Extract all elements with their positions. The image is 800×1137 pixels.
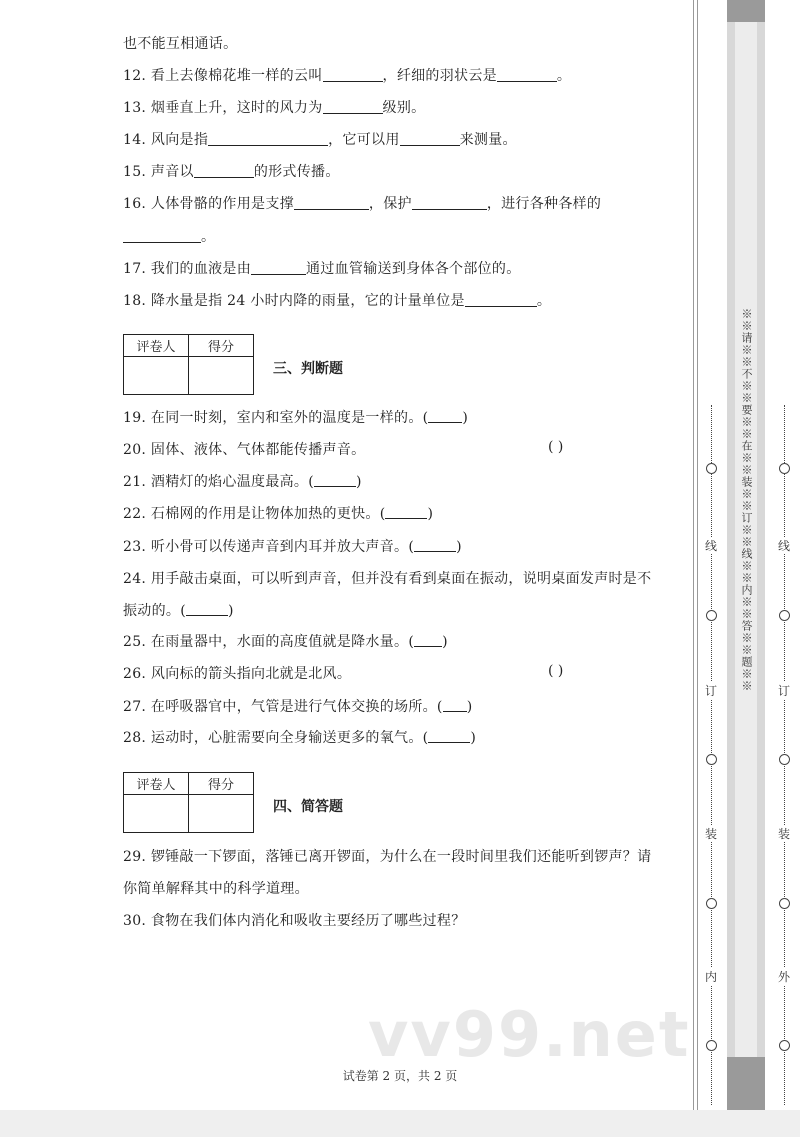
answer-blank[interactable]	[186, 603, 228, 616]
question-line-q29	[123, 846, 651, 866]
outer-circle	[779, 754, 790, 765]
inner-char-nei: 内	[705, 970, 718, 984]
question-line-q27	[123, 696, 472, 716]
outer-circle	[779, 898, 790, 909]
question-line-q28	[123, 727, 476, 747]
inner-circle	[706, 1040, 717, 1051]
question-text: 14. 风向是指	[123, 132, 209, 148]
inner-char-ding: 订	[705, 684, 718, 698]
fill-blank[interactable]	[251, 260, 306, 275]
question-text: 16. 人体骨骼的作用是支撑	[123, 196, 294, 212]
question-text: 21. 酒精灯的焰心温度最高。(	[123, 474, 314, 490]
score-table-cell-score	[189, 357, 254, 395]
question-text: 22. 石棉网的作用是让物体加热的更快。(	[123, 506, 386, 522]
answer-blank[interactable]	[314, 474, 356, 487]
question-text: )	[355, 474, 362, 490]
question-line-q21	[123, 471, 362, 491]
question-line-q15	[123, 161, 340, 181]
question-text: 的形式传播。	[253, 164, 340, 180]
question-line-q14	[123, 129, 517, 149]
question-text: 也不能互相通话。	[123, 36, 238, 52]
question-text: 振动的。(	[123, 603, 186, 619]
answer-blank[interactable]	[414, 634, 442, 647]
question-text: )	[227, 603, 234, 619]
inner-circle	[706, 610, 717, 621]
question-text: )	[466, 699, 473, 715]
question-line-q18	[123, 290, 551, 310]
fill-blank[interactable]	[497, 67, 557, 82]
question-line-q12	[123, 65, 571, 85]
question-line-l0	[123, 33, 237, 53]
fill-blank[interactable]	[123, 228, 201, 243]
question-text: 25. 在雨量器中，水面的高度值就是降水量。(	[123, 634, 415, 650]
fill-blank[interactable]	[323, 99, 383, 114]
score-table-cell-grader	[124, 795, 189, 833]
question-text: 28. 运动时，心脏需要向全身输送更多的氧气。(	[123, 730, 429, 746]
fill-blank[interactable]	[323, 67, 383, 82]
answer-blank[interactable]	[414, 539, 456, 552]
score-table-section-3	[123, 334, 254, 395]
inner-char-zhuang: 装	[705, 827, 718, 841]
question-text: 通过血管输送到身体各个部位的。	[306, 261, 521, 277]
question-text: 24. 用手敲击桌面，可以听到声音，但并没有看到桌面在振动，说明桌面发声时是不	[123, 571, 652, 587]
fill-blank[interactable]	[412, 195, 487, 210]
question-line-q29b	[123, 878, 309, 898]
margin-rule-left-2	[697, 0, 698, 1110]
question-text: ，它可以用	[328, 132, 400, 148]
question-text: )	[462, 410, 469, 426]
score-table-header-score: 得分	[189, 773, 254, 795]
question-text: 级别。	[382, 100, 426, 116]
question-text: 17. 我们的血液是由	[123, 261, 252, 277]
watermark-text: vv99.net	[368, 998, 691, 1071]
question-text: 。	[201, 229, 216, 245]
fill-blank[interactable]	[194, 163, 254, 178]
question-text: 26. 风向标的箭头指向北就是北风。	[123, 666, 352, 682]
question-text: 23. 听小骨可以传递声音到内耳并放大声音。(	[123, 539, 415, 555]
score-table-header-grader: 评卷人	[124, 773, 189, 795]
binding-bar-bottom	[727, 1057, 765, 1110]
question-text: 。	[536, 293, 552, 309]
question-text: )	[427, 506, 434, 522]
question-text: 来测量。	[459, 132, 517, 148]
score-table-header-score: 得分	[189, 335, 254, 357]
question-text: 15. 声音以	[123, 164, 194, 180]
answer-blank[interactable]	[428, 410, 462, 423]
question-line-q23	[123, 536, 462, 556]
question-text: 。	[556, 68, 572, 84]
question-text: ，保护	[368, 196, 412, 212]
binding-note: ※※请※※不※※要※※在※※装※※订※※线※※内※※答※※题※※	[740, 308, 753, 692]
question-text: 19. 在同一时刻，室内和室外的温度是一样的。(	[123, 410, 429, 426]
question-text: 20. 固体、液体、气体都能传播声音。	[123, 442, 366, 458]
outer-char-ding: 订	[778, 684, 791, 698]
question-text: 18. 降水量是指 24 小时内降的雨量，它的计量单位是	[123, 293, 465, 309]
page-footer: 试卷第 2 页，共 2 页	[342, 1069, 458, 1083]
answer-blank[interactable]	[443, 699, 467, 712]
question-text: )	[456, 539, 462, 555]
question-text: ，纤细的羽状云是	[382, 68, 497, 84]
fill-blank[interactable]	[400, 131, 460, 146]
fill-blank[interactable]	[465, 292, 537, 307]
score-table-cell-score	[189, 795, 254, 833]
question-line-q16b	[123, 226, 215, 246]
score-table-header-grader: 评卷人	[124, 335, 189, 357]
answer-blank[interactable]	[385, 506, 427, 519]
question-line-q24b	[123, 600, 234, 620]
answer-blank[interactable]	[428, 730, 470, 743]
question-text: 29. 锣锤敲一下锣面，落锤已离开锣面，为什么在一段时间里我们还能听到锣声？请	[123, 849, 652, 865]
inner-circle	[706, 463, 717, 474]
score-table-cell-grader	[124, 357, 189, 395]
question-text: 你简单解释其中的科学道理。	[123, 881, 309, 897]
question-line-q24	[123, 568, 651, 588]
question-line-q17	[123, 258, 521, 278]
q26-answer-paren: ( )	[548, 663, 564, 679]
outer-char-xian: 线	[778, 539, 791, 553]
question-text: 12. 看上去像棉花堆一样的云叫	[123, 68, 323, 84]
question-line-q20	[123, 439, 365, 459]
outer-char-wai: 外	[778, 970, 791, 984]
question-text: 13. 烟垂直上升，这时的风力为	[123, 100, 323, 116]
question-line-q22	[123, 503, 433, 523]
score-table-section-4	[123, 772, 254, 833]
q20-answer-paren: ( )	[548, 439, 564, 455]
section-3-title: 三、判断题	[273, 361, 343, 377]
question-line-q16	[123, 193, 601, 213]
viewer-bottom-bar	[0, 1110, 800, 1137]
question-text: )	[442, 634, 448, 650]
inner-circle	[706, 754, 717, 765]
outer-char-zhuang: 装	[778, 827, 791, 841]
margin-rule-left	[693, 0, 694, 1110]
inner-circle	[706, 898, 717, 909]
question-text: )	[470, 730, 477, 746]
question-line-q13	[123, 97, 425, 117]
fill-blank[interactable]	[208, 131, 328, 146]
question-line-q26	[123, 663, 351, 683]
question-text: 27. 在呼吸器官中，气管是进行气体交换的场所。(	[123, 699, 443, 715]
question-line-q30	[123, 910, 466, 930]
question-text: ，进行各种各样的	[486, 196, 602, 212]
question-text: 30. 食物在我们体内消化和吸收主要经历了哪些过程？	[123, 913, 466, 929]
outer-circle	[779, 1040, 790, 1051]
outer-circle	[779, 463, 790, 474]
inner-char-xian: 线	[705, 539, 718, 553]
section-4-title: 四、简答题	[273, 799, 343, 815]
fill-blank[interactable]	[294, 195, 369, 210]
question-line-q25	[123, 631, 448, 651]
question-line-q19	[123, 407, 468, 427]
outer-circle	[779, 610, 790, 621]
binding-bar-top	[727, 0, 765, 22]
